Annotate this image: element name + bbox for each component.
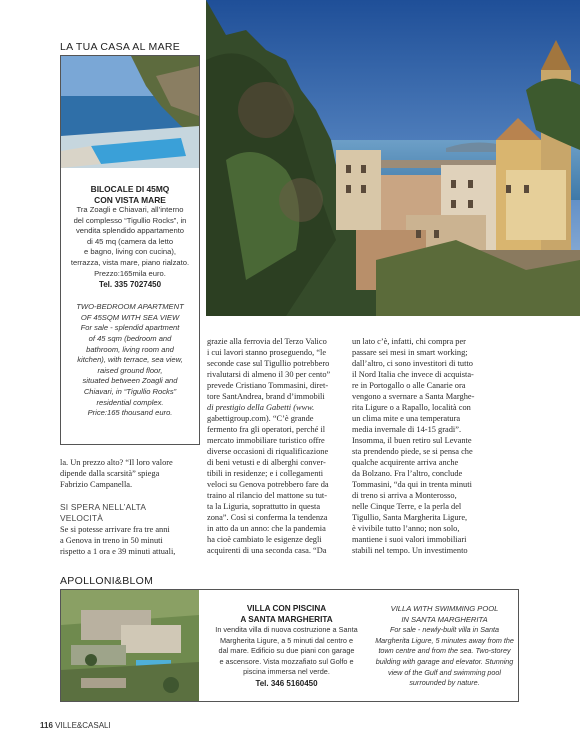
article-line: ta la Liguria, soprattutto in questa: [207, 502, 321, 511]
listing-title-line: VILLA CON PISCINA: [246, 604, 327, 613]
article-line: Insomma, il buen retiro sul Levante: [352, 436, 472, 445]
article-line: veloci su Genova potrebbero fare da: [207, 480, 329, 489]
listing-en-body-line: residential complex.: [96, 397, 164, 407]
article-line: Se si potesse arrivare fra tre anni: [60, 525, 170, 534]
article-line: traino al rilancio del mattone su tut-: [207, 491, 328, 500]
article-line: a Genova in treno in 50 minuti: [60, 536, 163, 545]
listing-body-line: Prezzo:165mila euro.: [94, 268, 166, 278]
villa-aerial-photo: [61, 590, 199, 701]
listing-en-body-line: Chiavari, in “Tigullio Rocks”: [83, 386, 177, 396]
page-footer: [40, 721, 111, 730]
article-line: dall’altro, ci sono investitori di tutto: [352, 359, 473, 368]
listing-phone: Tel. 335 7027450: [98, 280, 162, 290]
listing-en-body-line: bathroom, living room and: [86, 344, 174, 354]
listing-en-body-line: Price:165 thousand euro.: [87, 408, 173, 418]
article-line: nelle Cinque Terre, e la perla del: [352, 502, 462, 511]
article-line: re in Portogallo o alle Canarie ora: [352, 381, 466, 390]
listing-body-line: dal mare. Edificio su due piani con garage: [218, 646, 355, 656]
article-line: qualche acquirente arriva anche: [352, 458, 459, 467]
listing-body-line: vendita splendido appartamento: [75, 226, 185, 236]
listing-body-line: e ascensore. Vista mozzafiato sul Golfo e: [219, 656, 354, 666]
listing-photo-villa: [61, 590, 199, 701]
article-line: rita Ligure o a Rapallo, località con: [352, 403, 471, 412]
article-line: tibili in residenze; e i collegamenti: [207, 469, 324, 478]
coastal-town-photo: [206, 0, 580, 316]
page-number: 116: [40, 721, 53, 730]
article-column-1: [60, 457, 175, 557]
article-line: mercato immobiliare turistico offre: [207, 436, 325, 445]
listing-box-villa: [60, 589, 519, 702]
article-line: ha cioè cambiato le esigenze degli: [207, 535, 322, 544]
listing-body-line: piscina immersa nel verde.: [243, 667, 330, 677]
article-line: diverse occasioni di riqualificazione: [207, 447, 329, 456]
listing-en-body-line: building with garage and elevator. Stunning: [375, 656, 514, 666]
article-subhead-line: VELOCITÀ: [60, 513, 104, 523]
listing-en-body-line: surrounded by nature.: [409, 678, 480, 688]
article-line: zona”. Così si conferma la tendenza: [207, 513, 328, 522]
listing-body-line: e bagno, living con cucina),: [83, 247, 177, 257]
article-line: di beni vetusti e di alberghi conver-: [207, 458, 326, 467]
listing-en-body-line: view of the Gulf and swimming pool: [387, 667, 502, 677]
listing-en-body-line: situated between Zoagli and: [82, 376, 178, 386]
article-line: mantiene i suoi valori immobiliari: [352, 535, 467, 544]
listing-en-body-line: town centre and from the sea. Two-storey: [378, 646, 511, 656]
listing-en-body-line: For sale - splendid apartment: [80, 323, 180, 333]
article-line: un clima mite e una temperatura: [352, 414, 461, 423]
article-line: il Nord Italia che invece di acquista-: [352, 370, 474, 379]
listing-en-body-line: of 45 sqm (bedroom and: [88, 333, 172, 343]
listing-photo-apartment: [61, 56, 199, 168]
listing-body-line: Margherita Ligure, a 5 minuti dal centro e: [219, 635, 354, 645]
article-line: Tigullio, Santa Margherita Ligure,: [352, 513, 468, 522]
article-line: passare sei mesi in smart working;: [352, 348, 468, 357]
listing-title-line: BILOCALE DI 45MQ: [90, 184, 170, 194]
article-line: vengono a svernare a Santa Marghe-: [352, 392, 475, 401]
listing-en-title-line: IN SANTA MARGHERITA: [401, 614, 488, 624]
section-label-home: LA TUA CASA AL MARE: [60, 41, 181, 53]
listing-en-body-line: kitchen), with terrace, sea view,: [77, 355, 183, 365]
listing-title-line: A SANTA MARGHERITA: [240, 614, 333, 624]
listing-body-line: del complesso “Tigullio Rocks”, in: [73, 215, 187, 225]
listing-body-line: In vendita villa di nuova costruzione a Santa: [215, 625, 358, 634]
listing-body-line: Tra Zoagli e Chiavari, all’interno: [76, 205, 184, 214]
listing-phone: Tel. 346 5160450: [255, 678, 318, 688]
article-line: media invernale di 14-15 gradi”.: [352, 425, 462, 434]
article-line: dipende dalla scarsità” spiega: [60, 469, 160, 478]
section-label-agency: APOLLONI&BLOM: [60, 575, 154, 587]
article-line: i cui lavori stanno proseguendo, “le: [207, 348, 327, 357]
listing-box-apartment: [60, 55, 200, 445]
listing-en-title-line: TWO-BEDROOM APARTMENT: [76, 302, 184, 312]
article-line: rispetto a 1 ora e 39 minuti attuali,: [60, 547, 176, 556]
listing-en-body-line: Margherita Ligure, 5 minutes away from the: [375, 635, 514, 645]
listing-body-line: di 45 mq (camera da letto: [86, 236, 174, 246]
article-line: prevede Cristiano Tommasini, diret-: [207, 381, 329, 390]
article-line: Tommasini, “da qui in trenta minuti: [352, 480, 472, 489]
listing-en-body-line: For sale - newly-built villa in Santa: [389, 625, 500, 635]
article-column-3: [352, 336, 474, 556]
article-line: seconde case sul Tigullio potrebbero: [207, 359, 330, 368]
listing-body-line: terrazza, vista mare, piano rialzato.: [70, 257, 190, 267]
article-line: sta prendendo piede, se si pensa che: [352, 447, 473, 456]
article-line: la. Un prezzo alto? “Il loro valore: [60, 458, 173, 467]
article-line: è vivibile tutto l’anno; non solo,: [352, 524, 460, 533]
sea-pool-photo: [61, 56, 199, 168]
article-line: rivalutarsi di almeno il 30 per cento”: [207, 370, 331, 379]
listing-title-line: CON VISTA MARE: [94, 194, 166, 205]
article-line: da Bolzano. Fra l’altro, conclude: [352, 469, 463, 478]
article-line: fermento fra gli operatori, perché il: [207, 425, 326, 434]
article-line: di prestigio della Gabetti (www.: [207, 403, 315, 412]
article-line: grazie alla ferrovia del Terzo Valico: [207, 337, 327, 346]
article-line: Fabrizio Campanella.: [60, 480, 133, 489]
hero-photo: [206, 0, 580, 316]
magazine-name: VILLE&CASALI: [55, 721, 111, 730]
article-line: in atto da un anno: che la pandemia: [207, 524, 326, 533]
article-line: un lato c’è, infatti, chi compra per: [352, 337, 466, 346]
article-column-2: [207, 336, 330, 556]
article-line: gabettigroup.com). “C’è grande: [207, 414, 314, 423]
article-line: stabili nel tempo. Un investimento: [352, 546, 468, 555]
article-line: di treno si arriva a Monterosso,: [352, 491, 457, 500]
article-subhead-line: SI SPERA NELL’ALTA: [60, 502, 147, 512]
article-line: tore SantAndrea, brand d’immobili: [207, 392, 325, 401]
listing-en-title-line: VILLA WITH SWIMMING POOL: [390, 604, 499, 613]
listing-en-title-line: OF 45SQM WITH SEA VIEW: [80, 312, 180, 322]
article-line: acquirenti di una seconda casa. “Da: [207, 546, 327, 555]
listing-en-body-line: raised ground floor,: [97, 365, 163, 375]
